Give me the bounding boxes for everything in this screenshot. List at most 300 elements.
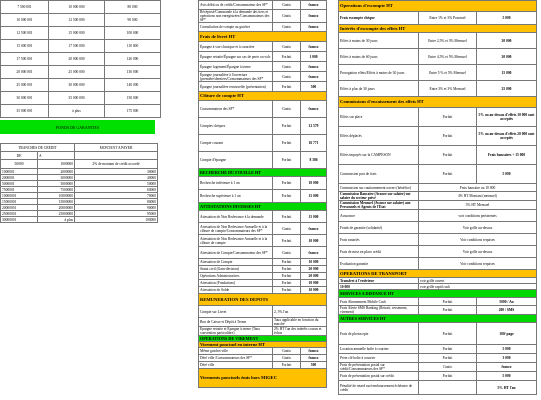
autres-rate: Forfait	[419, 323, 477, 345]
autres-amount: 100/ page	[477, 323, 537, 345]
table-row	[199, 62, 327, 72]
table-row	[339, 372, 537, 381]
table-row	[199, 72, 327, 82]
comm-amount: 5 000	[477, 165, 537, 184]
table-row	[199, 32, 327, 42]
autres-amount: 5% HT l'an	[477, 381, 537, 395]
section-depots: REMUNERATION DES DEPOTS	[199, 294, 327, 306]
mid-attest-amount: 10 000	[301, 235, 327, 247]
comm-amount: Frais bancaires + 15 000	[477, 146, 537, 165]
table-row	[339, 270, 537, 278]
table-row	[339, 49, 537, 65]
mid-livret-label: Épargne journalière renouvelée (présentation)	[199, 82, 273, 92]
mid-fouille-label: Recherche supérieure à 1 an	[199, 190, 273, 203]
bracket-fee: 140 000	[105, 79, 161, 92]
mid-livret-amount: franco	[301, 62, 327, 72]
table-row	[339, 184, 537, 192]
table-row	[199, 118, 327, 135]
mid-top-label: Consultation de compte au guichet	[199, 23, 273, 32]
mid-cloture-rate: Forfait	[273, 152, 301, 169]
table-row	[339, 192, 537, 201]
guarantee-table	[0, 143, 158, 223]
table-row	[199, 369, 327, 388]
mid-attest-rate: Forfait	[273, 287, 301, 294]
bracket-low: 25 000 001	[1, 79, 49, 92]
mid-attest-rate: Gratis	[273, 247, 301, 259]
table-row	[339, 315, 537, 323]
comm-amount: 5% ou au-dessus d'effets 10 000 sont acceptés	[477, 108, 537, 127]
table-row	[339, 108, 537, 127]
bracket-high: 10 000 000	[49, 1, 105, 14]
bracket-low: 35 000 001	[1, 105, 49, 118]
mid-livret-label: Épargne à vue classique et à caractère	[199, 42, 273, 52]
misc-label: Evaluation garantie	[339, 258, 419, 270]
misc-amount: 3% HT Mensuel	[419, 201, 537, 210]
mid-attest-rate: Forfait	[273, 280, 301, 287]
bracket-low: 7 500 001	[1, 1, 49, 14]
table-row	[339, 65, 537, 81]
distance-amount: 200 / SMS	[477, 306, 537, 315]
autres-rate: Forfait	[419, 345, 477, 354]
mid-virement-rate: Gratis	[273, 355, 301, 362]
mid-top-label: Récépissé/Commande à la demande des tiers et opérations non enregistrées/Consommateurs des SF*	[199, 10, 273, 23]
interets-amount: 20 000	[477, 49, 537, 65]
table-row	[199, 273, 327, 280]
guarantee-low: 25000001	[1, 211, 38, 217]
mid-virement-label: Déré ville /Consommateurs des SF*	[199, 355, 273, 362]
section-miqec: Virements ponctuels émis hors MIGEC	[199, 369, 327, 388]
misc-label: Commission Bancaire (Avance sur salaire) sur salaire du secteur privé	[339, 192, 419, 201]
table-row	[339, 258, 537, 270]
autres-label: Perte clé boîte à courrier	[339, 354, 419, 363]
comm-rate: Forfait	[419, 108, 477, 127]
interets-rate: Entre 5 % et 5% Mensuel	[419, 65, 477, 81]
table-row	[339, 246, 537, 258]
guarantee-col2: MONTANT A PAYER	[75, 144, 158, 152]
mid-attest-amount: 10 000	[301, 280, 327, 287]
mid-livret-rate: Gratis	[273, 62, 301, 72]
mid-depots-rate: Taux applicable en fonction du marché	[273, 318, 327, 327]
mid-livret-rate: Forfait	[273, 52, 301, 62]
misc-label: Frais de mise en place crédit	[339, 246, 419, 258]
mid-fouille-label: Recherche inférieure à 1 an	[199, 177, 273, 190]
bracket-fee: 80 000	[105, 1, 161, 14]
interets-amount: 15 000	[477, 65, 537, 81]
mid-virement-rate: Forfait	[273, 362, 301, 369]
table-row	[339, 25, 537, 33]
mid-attest-label: Attestation (Fondations)	[199, 280, 273, 287]
mid-attest-amount: 10 000	[301, 287, 327, 294]
bracket-low: 15 000 001	[1, 40, 49, 53]
distance-rate: Forfait	[419, 306, 477, 315]
section-escompte: Operations d'escompte HT	[339, 1, 537, 12]
guarantee-amount: 80000	[75, 199, 158, 205]
table-row	[199, 294, 327, 306]
table-row	[339, 381, 537, 395]
table-row	[339, 363, 537, 372]
mid-depots-rate: 2, 5% l'an	[273, 306, 327, 318]
bracket-fee: 120 000	[105, 53, 161, 66]
guarantee-amount: 100000	[75, 217, 158, 223]
section-interets: Intérêts d'escompte des effets HT	[339, 25, 537, 33]
guarantee-col1: TRANCHES DE CREDIT	[1, 144, 75, 152]
table-row	[339, 1, 537, 12]
interets-label: Effets à moins de 30 jours	[339, 33, 419, 49]
table-row	[199, 266, 327, 273]
mid-attest-amount: franco	[301, 223, 327, 235]
guarantee-low: 30000001	[1, 217, 38, 223]
section-virement-interne: Virement ponctuel en interne HT	[199, 342, 327, 348]
table-row	[339, 12, 537, 25]
table-row	[199, 247, 327, 259]
mid-cloture-label: Comptes chèques	[199, 118, 273, 135]
table-row	[1, 40, 161, 53]
interets-label: Effets à moins de 60 jours	[339, 49, 419, 65]
bracket-low: 12 500 001	[1, 27, 49, 40]
distance-label: Frais Abonnement Mobile Cash	[339, 298, 419, 306]
bracket-low: 20 000 001	[1, 66, 49, 79]
bracket-fee: 110 000	[105, 40, 161, 53]
table-row	[1, 79, 161, 92]
mid-attest-amount: franco	[301, 247, 327, 259]
misc-amount: Voir grille au-dessus	[419, 246, 537, 258]
misc-amount: Voir conditions requises	[419, 258, 537, 270]
table-row	[199, 42, 327, 52]
section-cloture: Clôture de compte HT	[199, 92, 327, 101]
right-table	[338, 0, 537, 395]
guarantee-high: 7500000	[38, 187, 75, 193]
section-frais-livret: Frais de livret HT	[199, 32, 327, 42]
guarantee-amount: 70000	[75, 193, 158, 199]
bracket-high: 25 000 000	[49, 66, 105, 79]
table-row	[339, 97, 537, 108]
guarantee-low: 20000001	[1, 205, 38, 211]
table-row	[339, 146, 537, 165]
table-row	[199, 10, 327, 23]
bracket-fee: 175 000	[105, 105, 161, 118]
section-commissions: Commissions d'encaissement des effets HT	[339, 97, 537, 108]
mid-depots-label: Bon de Caisse et Dépôt à Terme	[199, 318, 273, 327]
comm-rate: Forfait	[419, 146, 477, 165]
autres-amount: 5 000	[477, 372, 537, 381]
table-row	[199, 348, 327, 355]
table-row	[1, 66, 161, 79]
comm-label: Effets impayés sur la CAMPESON	[339, 146, 419, 165]
transport-label: 10 000	[339, 284, 419, 290]
table-row	[199, 203, 327, 211]
interets-amount: 20 000	[477, 33, 537, 49]
mid-top-rate: Gratis	[273, 23, 301, 32]
mid-attest-label: Attestation de Non Redevance à la demande	[199, 211, 273, 223]
table-row	[339, 323, 537, 345]
guarantee-high: 20000000	[38, 205, 75, 211]
bracket-low: 17 500 001	[1, 53, 49, 66]
table-row	[199, 169, 327, 177]
comm-label: Commission port de frais	[339, 165, 419, 184]
table-row	[199, 82, 327, 92]
autres-rate	[419, 381, 477, 395]
mid-cloture-rate: Forfait	[273, 135, 301, 152]
mid-virement-amount: franco	[301, 348, 327, 355]
table-row	[339, 81, 537, 97]
table-row	[199, 177, 327, 190]
table-row	[199, 23, 327, 32]
misc-amount: 4% HT Montant (mensuel)	[419, 192, 537, 201]
mid-attest-label: Attestation de Compte/Consommateur des SF*	[199, 247, 273, 259]
table-row	[199, 235, 327, 247]
mid-virement-label: Déré ville	[199, 362, 273, 369]
misc-label: Commission Mensuel (Avance sur salaire) aux Personnels et Agents de l'Etat	[339, 201, 419, 210]
table-row	[1, 217, 158, 223]
mid-cloture-amount: 8 386	[301, 152, 327, 169]
mid-fouille-amount: 15 000	[301, 190, 327, 203]
autres-amount: 3 000	[477, 354, 537, 363]
mid-attest-label: Attestation de Non Redevance Annuelle et à la clôture de compte/Consommateurs des SF*	[199, 223, 273, 235]
guarantee-high: 3000000	[38, 175, 75, 181]
mid-attest-label: Attestation de Non Redevance Annuelle et à la clôture de compte	[199, 235, 273, 247]
guarantee-amount: 90000	[75, 205, 158, 211]
mid-fouille-amount: 10 000	[301, 177, 327, 190]
guarantee-a: A	[38, 152, 75, 160]
transport-amount: voir grille ouvert	[419, 278, 537, 284]
bracket-high: 12 500 000	[49, 14, 105, 27]
autres-label: Frais de photocopie	[339, 323, 419, 345]
table-row	[1, 105, 161, 118]
misc-amount: voir conditions pertinentes	[419, 210, 537, 222]
section-attestations: ATTESTATIONS DIVERSES HT	[199, 203, 327, 211]
guarantee-high: 10000000	[38, 193, 75, 199]
interets-amount: 25 000	[477, 81, 537, 97]
guarantee-high: 2000000	[38, 169, 75, 175]
autres-rate: Forfait	[419, 354, 477, 363]
table-row	[1, 1, 161, 14]
guarantee-first-low: 50000	[1, 160, 38, 169]
section-distance: SERVICES A DISTANCE HT	[339, 290, 537, 298]
bracket-high: 30 000 000	[49, 79, 105, 92]
mid-top-rate: Gratis	[273, 1, 301, 10]
table-row	[1, 53, 161, 66]
guarantee-low: 7500001	[1, 187, 38, 193]
table-row	[1, 14, 161, 27]
mid-livret-label: Épargne logement/Épargne à terme	[199, 62, 273, 72]
mid-depots-label: Épargne retraite et Epargne à terme (Taux convention particulière)	[199, 327, 273, 336]
mid-top-amount: franco	[301, 10, 327, 23]
autres-amount: 5 000	[477, 345, 537, 354]
misc-amount: Voir conditions requises	[419, 234, 537, 246]
guarantee-amount: 30000	[75, 169, 158, 175]
comm-label: Effets déplacés	[339, 127, 419, 146]
guarantee-title: FONDS DE GARANTIES	[55, 125, 100, 130]
interets-rate: Entre 4,5% et 5% Mensuel	[419, 49, 477, 65]
table-row	[1, 92, 161, 105]
guarantee-low: 1000001	[1, 169, 38, 175]
bracket-fee: 150 000	[105, 92, 161, 105]
bracket-high: 20 000 000	[49, 53, 105, 66]
table-row	[199, 152, 327, 169]
section-transport: OPERATIONS DE TRANSPORT	[339, 270, 537, 278]
mid-top-amount: franco	[301, 1, 327, 10]
table-row	[199, 190, 327, 203]
distance-label: Frais Alerte SMS Banking (Retrait, versement, virement)	[339, 306, 419, 315]
mid-livret-amount: franco	[301, 72, 327, 82]
mid-cloture-label: Compte courant	[199, 135, 273, 152]
table-row	[199, 280, 327, 287]
table-row	[199, 327, 327, 336]
brackets-table	[0, 0, 161, 118]
table-row	[339, 33, 537, 49]
table-row	[339, 345, 537, 354]
autres-label: Location annuelle boîte à courrier	[339, 345, 419, 354]
mid-cloture-label: Compte d'épargne	[199, 152, 273, 169]
table-row	[199, 306, 327, 318]
section-fouille: RECHERCHE DU FOUILLE HT	[199, 169, 327, 177]
misc-label: Assurance	[339, 210, 419, 222]
table-row	[199, 355, 327, 362]
bracket-fee: 130 000	[105, 66, 161, 79]
table-row	[199, 362, 327, 369]
misc-amount: Voir grille au-dessus	[419, 222, 537, 234]
mid-virement-label: Même guichet ville	[199, 348, 273, 355]
table-row	[339, 234, 537, 246]
mid-attest-label: Opérations Administratives	[199, 273, 273, 280]
mid-virement-amount: franco	[301, 355, 327, 362]
autres-label: Frais de présentation postal sur crédit	[339, 372, 419, 381]
mid-livret-amount: 500	[301, 82, 327, 92]
autres-rate: Forfait	[419, 372, 477, 381]
table-row	[199, 223, 327, 235]
guarantee-high: 5000000	[38, 181, 75, 187]
table-row	[339, 127, 537, 146]
autres-label: Pénalité de retard sur/remboursement échéance de crédit	[339, 381, 419, 395]
table-row	[1, 27, 161, 40]
table-row	[339, 354, 537, 363]
table-row	[199, 135, 327, 152]
guarantee-high: 15000000	[38, 199, 75, 205]
interets-rate: Entre 2,5% et 3% Mensuel	[419, 33, 477, 49]
section-autres: AUTRES SERVICES HT	[339, 315, 537, 323]
mid-cloture-amount: 16 771	[301, 135, 327, 152]
guarantee-amount: 60000	[75, 187, 158, 193]
misc-label: Commission sur cautionnement ouvert (bénéfice)	[339, 184, 419, 192]
comm-amount: 5% ou au-dessus d'effets 20 000 sont acceptés	[477, 127, 537, 146]
mid-attest-label: Attestation de Compte	[199, 259, 273, 266]
mid-attest-rate: Forfait	[273, 235, 301, 247]
mid-virement-amount: 500	[301, 362, 327, 369]
interets-label: Effets à plus de 30 jours	[339, 81, 419, 97]
guarantee-first-high: 1000000	[38, 160, 75, 169]
comm-rate: Forfait	[419, 165, 477, 184]
misc-label: Frais notariés	[339, 234, 419, 246]
guarantee-low: 15000001	[1, 199, 38, 205]
mid-cloture-amount: 12 579	[301, 118, 327, 135]
mid-attest-amount: 20 000	[301, 266, 327, 273]
autres-label: Frais de présentation postal sur crédit/Consommateurs des SF*	[339, 363, 419, 372]
table-row	[199, 318, 327, 327]
guarantee-amount: 50000	[75, 181, 158, 187]
guarantee-low: 2000001	[1, 175, 38, 181]
bracket-high: 17 500 000	[49, 40, 105, 53]
mid-livret-label: Épargne retraite/Épargne sur cas de perte ou vols	[199, 52, 273, 62]
section-virement: OPERATIONS DE VIREMENT	[199, 336, 327, 342]
table-row	[339, 306, 537, 315]
transport-label: Transfert à l'extérieur	[339, 278, 419, 284]
guarantee-amount: 95000	[75, 211, 158, 217]
transport-amount: voir grille rapid cash	[419, 284, 537, 290]
mid-cloture-amount: franco	[301, 101, 327, 118]
bracket-high: 15 000 000	[49, 27, 105, 40]
mid-attest-rate: Gratis	[273, 223, 301, 235]
table-row	[339, 290, 537, 298]
mid-livret-amount: franco	[301, 42, 327, 52]
mid-livret-rate: Gratis	[273, 72, 301, 82]
table-row	[199, 259, 327, 266]
guarantee-first-amount: 2% de montant de crédit accordé	[75, 160, 158, 169]
guarantee-high: à plus	[38, 217, 75, 223]
mid-attest-rate: Forfait	[273, 211, 301, 223]
mid-top-label: Avis débit ou de crédit/Consommateur des SF*	[199, 1, 273, 10]
mid-attest-rate: Forfait	[273, 259, 301, 266]
mid-cloture-rate: Forfait	[273, 118, 301, 135]
mid-fouille-rate: Forfait	[273, 177, 301, 190]
mid-attest-amount: 10 000	[301, 259, 327, 266]
mid-livret-label: Épargne journalière à l'ouverture (première/derniers/Consommateurs des SF*	[199, 72, 273, 82]
mid-livret-rate: Gratis	[273, 42, 301, 52]
mid-attest-label: Statut civil (Gain-décision)	[199, 266, 273, 273]
mid-virement-rate: Gratis	[273, 348, 301, 355]
autres-amount: franco	[477, 363, 537, 372]
guarantee-amount: 40000	[75, 175, 158, 181]
mid-cloture-label: Consommateur des SF*	[199, 101, 273, 118]
mid-attest-label: Attestation de Solde	[199, 287, 273, 294]
escompte-label: Frais escompte chèque	[339, 12, 419, 25]
misc-label: Fonds de garantie (solidarité)	[339, 222, 419, 234]
escompte-rate: Entre 1% et 3% Ponctuel	[419, 12, 477, 25]
bracket-fee: 90 000	[105, 14, 161, 27]
bracket-low: 10 000 001	[1, 14, 49, 27]
mid-depots-rate: 2% HT l'an des intérêts courus et échus	[273, 327, 327, 336]
comm-rate: Forfait	[419, 127, 477, 146]
bracket-high: 35 000 000	[49, 92, 105, 105]
guarantee-de: DE	[1, 152, 38, 160]
mid-fouille-rate: Forfait	[273, 190, 301, 203]
table-row	[199, 92, 327, 101]
interets-label: Prorogation effets/Effets à moins de 30 jours	[339, 65, 419, 81]
mid-top-rate: Gratis	[273, 10, 301, 23]
table-row	[199, 211, 327, 223]
table-row	[199, 52, 327, 62]
mid-top-amount: franco	[301, 23, 327, 32]
table-row	[339, 222, 537, 234]
distance-rate: Forfait	[419, 298, 477, 306]
table-row	[199, 101, 327, 118]
table-row	[199, 1, 327, 10]
guarantee-high: 25000000	[38, 211, 75, 217]
table-row	[339, 165, 537, 184]
middle-table	[198, 0, 327, 388]
escompte-amount: 5 000	[477, 12, 537, 25]
mid-attest-amount: 15 000	[301, 211, 327, 223]
table-row	[339, 201, 537, 210]
mid-attest-rate: Forfait	[273, 273, 301, 280]
mid-attest-amount: 20 000	[301, 273, 327, 280]
guarantee-low: 10000001	[1, 193, 38, 199]
bracket-high: à plus	[49, 105, 105, 118]
distance-amount: 5000 / An	[477, 298, 537, 306]
comm-label: Effets sur place	[339, 108, 419, 127]
table-row	[339, 298, 537, 306]
bracket-fee: 100 000	[105, 27, 161, 40]
mid-livret-amount: 1 000	[301, 52, 327, 62]
